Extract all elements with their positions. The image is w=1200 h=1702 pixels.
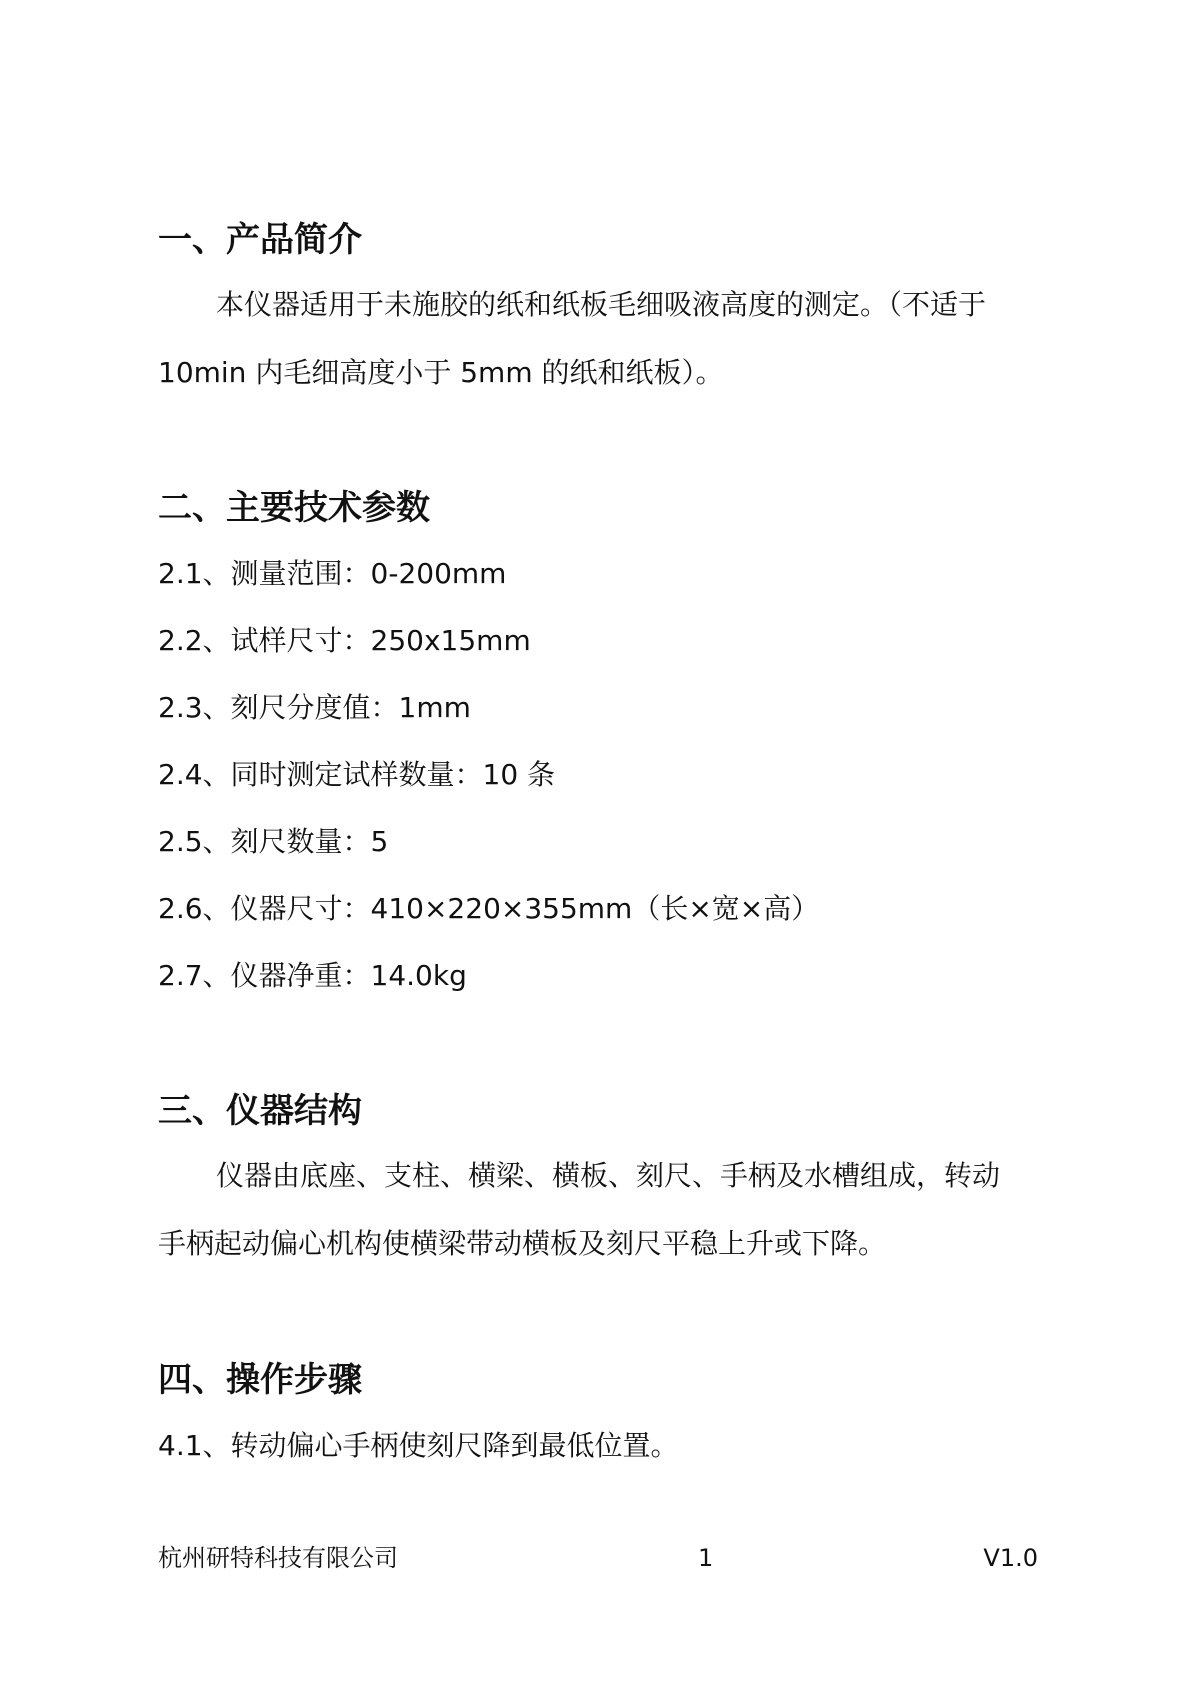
spec-item: 2.1、测量范围：0-200mm — [158, 557, 507, 590]
operation-step: 4.1、转动偏心手柄使刻尺降到最低位置。 — [158, 1429, 679, 1462]
footer-company: 杭州研特科技有限公司 — [158, 1544, 398, 1572]
footer-version: V1.0 — [983, 1544, 1038, 1572]
spec-item: 2.5、刻尺数量：5 — [158, 825, 389, 858]
spec-item: 2.4、同时测定试样数量：10 条 — [158, 758, 556, 791]
spec-item: 2.2、试样尺寸：250x15mm — [158, 624, 531, 657]
spec-item: 2.3、刻尺分度值：1mm — [158, 691, 471, 724]
intro-paragraph-line-2: 10min 内毛细高度小于 5mm 的纸和纸板）。 — [158, 356, 724, 389]
section-heading-operation: 四、操作步骤 — [158, 1360, 362, 1400]
spec-item: 2.7、仪器净重：14.0kg — [158, 959, 467, 992]
intro-paragraph-line-1: 本仪器适用于未施胶的纸和纸板毛细吸液高度的测定。（不适于 — [216, 288, 987, 321]
section-heading-intro: 一、产品简介 — [158, 220, 362, 260]
spec-item: 2.6、仪器尺寸：410×220×355mm（长×宽×高） — [158, 892, 820, 925]
page-footer — [158, 1540, 1038, 1576]
structure-paragraph-line-2: 手柄起动偏心机构使横梁带动横板及刻尺平稳上升或下降。 — [158, 1227, 887, 1260]
structure-paragraph-line-1: 仪器由底座、支柱、横梁、横板、刻尺、手柄及水槽组成，转动 — [216, 1159, 1001, 1192]
section-heading-specs: 二、主要技术参数 — [158, 488, 430, 528]
section-heading-structure: 三、仪器结构 — [158, 1091, 362, 1131]
footer-page-number: 1 — [698, 1544, 714, 1572]
